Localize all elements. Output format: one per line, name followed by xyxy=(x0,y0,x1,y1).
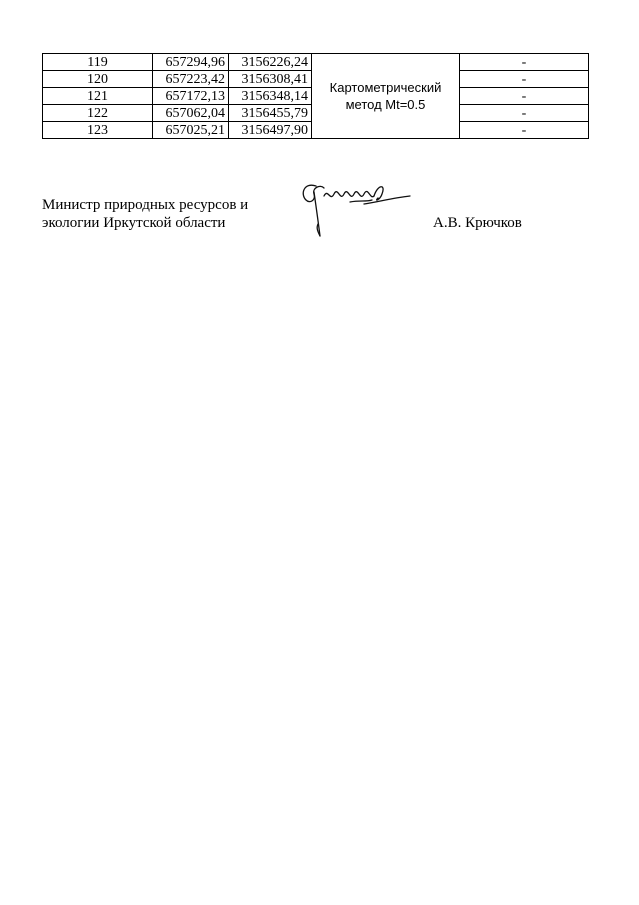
x-coordinate: 657062,04 xyxy=(153,105,229,122)
point-number: 123 xyxy=(43,122,153,139)
extra-value: - xyxy=(460,54,589,71)
y-coordinate: 3156226,24 xyxy=(229,54,312,71)
method-line-2: метод Mt=0.5 xyxy=(345,97,426,112)
point-number: 121 xyxy=(43,88,153,105)
y-coordinate: 3156348,14 xyxy=(229,88,312,105)
point-number: 122 xyxy=(43,105,153,122)
handwritten-signature-icon xyxy=(294,178,412,240)
method-line-1: Картометрический xyxy=(329,80,442,95)
x-coordinate: 657223,42 xyxy=(153,71,229,88)
extra-value: - xyxy=(460,88,589,105)
point-number: 120 xyxy=(43,71,153,88)
x-coordinate: 657025,21 xyxy=(153,122,229,139)
point-number: 119 xyxy=(43,54,153,71)
method-cell xyxy=(312,54,460,139)
signatory-title-line-2: экологии Иркутской области xyxy=(42,215,226,231)
x-coordinate: 657172,13 xyxy=(153,88,229,105)
extra-value: - xyxy=(460,71,589,88)
coordinates-table xyxy=(42,53,589,139)
signature-block xyxy=(42,196,602,256)
y-coordinate: 3156497,90 xyxy=(229,122,312,139)
extra-value: - xyxy=(460,105,589,122)
x-coordinate: 657294,96 xyxy=(153,54,229,71)
signatory-name: А.В. Крючков xyxy=(433,215,522,231)
signatory-title xyxy=(42,196,282,232)
y-coordinate: 3156308,41 xyxy=(229,71,312,88)
extra-value: - xyxy=(460,122,589,139)
signatory-title-line-1: Министр природных ресурсов и xyxy=(42,197,249,213)
table-row xyxy=(43,54,589,71)
y-coordinate: 3156455,79 xyxy=(229,105,312,122)
